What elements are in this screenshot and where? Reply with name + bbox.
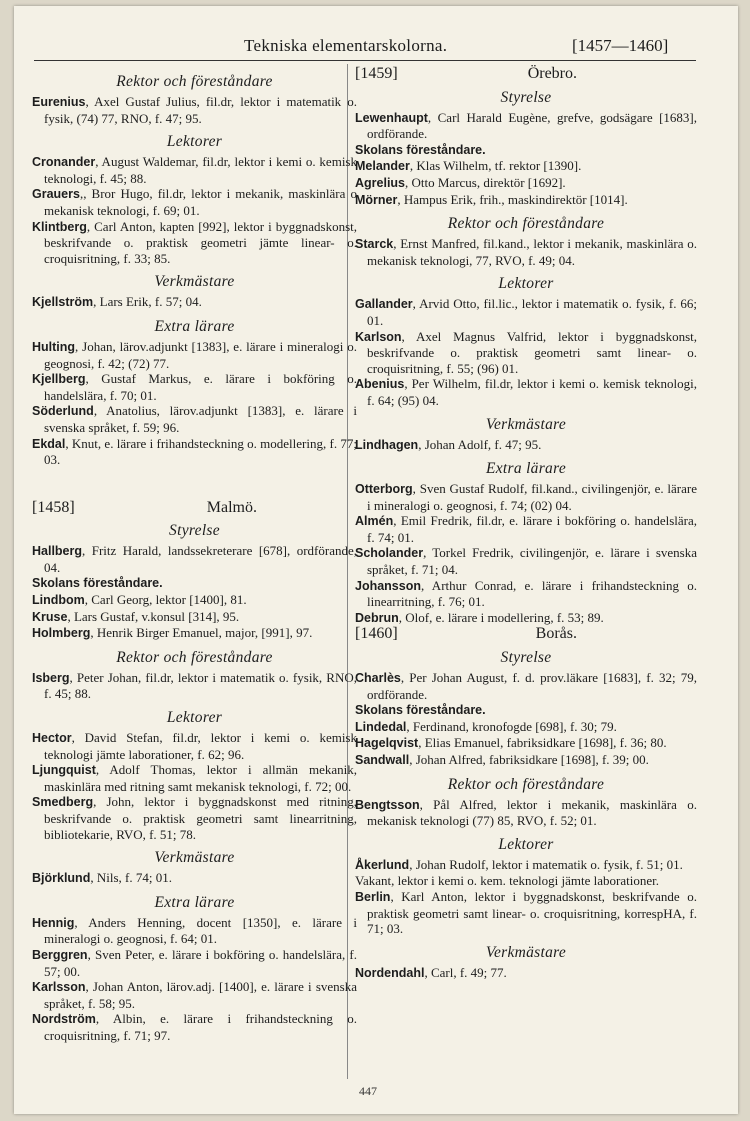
person-name: Johansson [355,578,421,593]
person-details: , Carl Anton, kapten [992], lektor i byggnadskonst, beskrifvande o. praktisk geometri jämte linear- o. croquisritning, f. 33; 85. [44,218,357,266]
person-details: , Per Johan August, f. d. prov.läkare [1683], f. 32; 79, ordförande. [367,670,697,702]
person-name: Eurenius [32,95,86,109]
person-details: , Johan Alfred, fabriksidkare [1698], f. 39; 00. [409,752,649,767]
section-heading: Lektorer [166,133,223,151]
person-name: Otterborg [355,482,413,497]
book-page [14,6,738,1114]
person-name: Almén [355,514,394,529]
section-heading: Extra lärare [485,460,567,478]
person-details: Vakant, lektor i kemi o. kem. teknologi jämte laborationer. [355,873,659,889]
staff-entry [32,947,357,979]
person-details: ,, Bror Hugo, fil.dr, lektor i mekanik, maskinlära o mekanisk teknologi, f. 69; 01. [44,186,357,218]
staff-entry [355,873,697,889]
staff-entry [355,578,697,610]
school-city: Malmö. [206,498,257,516]
school-heading [355,626,697,642]
section-heading: Styrelse [169,522,220,540]
staff-entry [355,376,697,408]
person-details: , John, lektor i byggnadskonst med ritning, beskrifvande o. praktisk geometri samt linearritning, bibliotekarie, RVO, f. 51; 78. [44,794,357,842]
staff-entry [32,219,357,267]
person-name: Hennig [32,915,75,930]
staff-entry [355,670,697,702]
person-name: Lindedal [355,719,407,734]
person-name: Cronander [32,155,96,170]
person-name: Kjellström [32,295,94,310]
person-details: , Albin, e. lärare i frihandsteckning o. croquisritning, f. 71; 97. [44,1011,357,1043]
person-name: Hulting [32,339,76,354]
person-details: , Lars Erik, f. 57; 04. [93,294,202,310]
section-heading: Rektor och föreståndare [447,775,605,793]
person-details: , Gustaf Markus, e. lärare i bokföring o. handelslära, f. 70; 01. [44,371,357,403]
person-name: Lewenhaupt [355,110,428,125]
staff-entry [32,625,357,642]
person-details: , Carl Harald Eugène, grefve, godsägare [1683], ordförande. [367,109,697,142]
person-name: Starck [355,237,394,252]
staff-entry [32,94,357,126]
staff-entry [32,1011,357,1043]
person-name: Björklund [32,871,91,886]
section-heading: Verkmästare [154,273,235,291]
section-heading: Styrelse [500,649,552,667]
person-details: , Karl Anton, lektor i byggnadskonst, beskrifvande o. praktisk geometri samt linear- o. croquisritning, korrespHA, f. 71; 03. [367,888,697,937]
staff-entry [355,110,697,142]
person-details: , Elias Emanuel, fabriksidkare [1698], f. 36; 80. [418,735,667,751]
person-name: Berggren [32,947,88,962]
staff-entry [32,670,357,702]
person-details: , Carl, f. 49; 77. [424,964,507,980]
person-details: , Sven Peter, e. lärare i bokföring o. handelslära, f. 57; 00. [44,946,357,979]
person-name: Nordendahl [355,965,425,980]
section-heading: Rektor och föreståndare [447,215,605,233]
person-details: , Peter Johan, fil.dr, lektor i matematik o. fysik, RNO, f. 45; 88. [44,669,357,702]
person-name: Agrelius [355,175,406,190]
person-name: Berlin [355,889,391,904]
person-name: Klintberg [32,219,87,234]
person-name: Gallander [355,297,413,312]
person-name: Karlsson [32,980,86,995]
person-details: , Per Wilhelm, fil.dr, lektor i kemi o. kemisk teknologi, f. 64; (95) 04. [367,376,697,408]
section-heading: Verkmästare [154,849,235,867]
staff-entry [32,592,357,609]
staff-entry [32,371,357,403]
person-name: Bengtsson [355,797,420,812]
person-name: Ekdal [32,436,66,451]
staff-entry [32,870,357,887]
section-heading: Lektorer [498,275,554,293]
person-details: , Fritz Harald, landssekreterare [678], ordförande, 04. [44,543,357,575]
staff-entry [32,186,357,218]
running-header [14,36,738,58]
person-name: Smedberg [32,795,94,810]
staff-entry [355,142,697,159]
school-heading [355,66,697,82]
person-details: , Johan Anton, lärov.adj. [1400], e. lärare i svenska språket, f. 58; 95. [44,979,357,1011]
person-name: Lindbom [32,593,85,608]
person-details: , Carl Georg, lektor [1400], 81. [84,592,247,608]
person-name: Skolans föreståndare. [355,142,486,157]
section-heading: Extra lärare [154,893,235,911]
staff-entry [32,294,357,311]
person-details: , Johan, lärov.adjunkt [1383], e. lärare i mineralogi o. geognosi, f. 42; (72) 77. [44,338,357,371]
staff-entry [355,889,697,937]
staff-entry [32,339,357,371]
person-details: , Nils, f. 74; 01. [90,870,172,886]
person-name: Abenius [355,377,405,392]
staff-entry [355,610,697,627]
staff-entry [32,436,357,468]
section-heading: Lektorer [166,709,223,727]
staff-entry [32,609,357,626]
staff-entry [32,403,357,435]
person-details: , Emil Fredrik, fil.dr, e. lärare i bokföring o. handelslära, f. 74; 01. [367,513,697,545]
person-name: Skolans föreståndare. [32,576,163,591]
section-heading: Extra lärare [154,317,235,335]
section-heading: Lektorer [498,835,554,853]
section-heading: Verkmästare [485,943,567,961]
person-name: Söderlund [32,404,94,419]
person-details: , Axel Gustaf Julius, fil.dr, lektor i matematik o. fysik, (74) 77, RNO, f. 47; 95. [44,94,357,126]
person-details: , Knut, e. lärare i frihandsteckning o. modellering, f. 77; 03. [44,435,357,468]
person-name: Hagelqvist [355,736,419,751]
section-range: [1457—1460] [572,36,669,55]
staff-entry [355,752,697,769]
person-name: Debrun [355,610,399,625]
person-name: Grauers [32,187,80,202]
school-number: [1459] [355,65,398,82]
person-name: Sandwall [355,753,410,767]
person-name: Kruse [32,609,68,624]
header-rule [34,60,696,61]
person-name: Lindhagen [355,437,419,452]
staff-entry [355,296,697,328]
staff-entry [355,545,697,577]
school-number: [1460] [355,625,398,643]
staff-entry [355,965,697,982]
person-name: Isberg [32,670,70,685]
left-column [32,66,357,1044]
staff-entry [355,236,697,268]
person-details: , Axel Magnus Valfrid, lektor i byggnadskonst, beskrifvande o. praktisk geometri samt linear- o. croquisritning, f. 55; (96) 01. [367,328,697,376]
person-details: , Arthur Conrad, e. lärare i frihandsteckning o. linearritning, f. 76; 01. [367,577,697,610]
staff-entry [32,979,357,1011]
school-city: Borås. [535,625,577,643]
section-heading: Verkmästare [485,415,567,433]
staff-entry [355,513,697,545]
person-name: Ljungquist [32,763,96,778]
running-title: Tekniska elementarskolorna. [244,36,448,55]
person-name: Hallberg [32,544,83,559]
person-name: Scholander [355,546,424,561]
person-name: Nordström [32,1012,96,1027]
right-column [355,66,697,981]
person-details: , Lars Gustaf, v.konsul [314], 95. [67,608,240,624]
section-heading: Styrelse [500,88,552,106]
staff-entry [32,730,357,762]
person-details: , Klas Wilhelm, tf. rektor [1390]. [409,158,582,174]
person-details: , Ernst Manfred, fil.kand., lektor i mekanik, maskinlära o. mekanisk teknologi, 77, RVO, f. 49; 04. [367,236,697,268]
person-details: , Adolf Thomas, lektor i allmän mekanik, maskinlära med ritning samt mekanisk teknologi, f. 72; 00. [44,762,357,794]
person-name: Melander [355,159,410,174]
person-details: , Arvid Otto, fil.lic., lektor i matematik o. fysik, f. 66; 01. [367,296,697,328]
section-heading: Rektor och föreståndare [116,648,273,666]
person-name: Mörner [355,192,398,207]
person-details: , Pål Alfred, lektor i mekanik, maskinlära o. mekanisk teknologi (77) 85, RVO, f. 52; 01. [367,796,697,829]
staff-entry [32,794,357,842]
school-number: [1458] [32,498,75,516]
staff-entry [355,797,697,829]
person-name: Karlson [355,329,402,344]
person-details: , August Waldemar, fil.dr, lektor i kemi o. kemisk teknologi, f. 45; 88. [44,154,357,186]
person-details: , Anders Henning, docent [1350], e. lärare i mineralogi o. geognosi, f. 64; 01. [44,914,357,947]
staff-entry [355,735,697,752]
staff-entry [355,481,697,513]
staff-entry [32,154,357,186]
person-details: , Anatolius, lärov.adjunkt [1383], e. lärare i svenska språket, f. 59; 96. [44,403,357,435]
person-details: , Hampus Erik, frih., maskindirektör [1014]. [397,191,628,207]
person-details: , Johan Adolf, f. 47; 95. [418,436,542,452]
person-name: Kjellberg [32,372,86,387]
person-name: Skolans föreståndare. [355,703,486,718]
staff-entry [32,575,357,592]
staff-entry [32,543,357,575]
person-details: , Sven Gustaf Rudolf, fil.kand., civilingenjör, e. lärare i mineralogi o. geognosi, f. 74; (02) 04. [367,481,697,513]
person-name: Åkerlund [355,857,410,872]
section-heading: Rektor och föreståndare [116,73,273,90]
staff-entry [355,329,697,377]
staff-entry [32,915,357,947]
person-name: Hector [32,731,72,746]
person-details: , Henrik Birger Emanuel, major, [991], 97. [90,625,313,641]
staff-entry [355,158,697,175]
person-details: , Torkel Fredrik, civilingenjör, e. lärare i svenska språket, f. 71; 04. [367,545,697,578]
staff-entry [355,437,697,454]
staff-entry [355,719,697,736]
staff-entry [355,857,697,874]
person-details: , Johan Rudolf, lektor i matematik o. fysik, f. 51; 01. [409,856,683,872]
school-city: Örebro. [527,65,577,82]
person-details: , Otto Marcus, direktör [1692]. [405,174,566,190]
person-details: , David Stefan, fil.dr, lektor i kemi o. kemisk teknologi jämte laborationer, f. 62; 96. [44,730,357,762]
staff-entry [32,762,357,794]
staff-entry [355,175,697,192]
page-number: 447 [359,1084,377,1098]
school-heading [32,500,357,516]
person-details: , Olof, e. lärare i modellering, f. 53; 89. [398,609,604,625]
staff-entry [355,192,697,209]
staff-entry [355,702,697,719]
person-name: Holmberg [32,626,91,641]
person-details: , Ferdinand, kronofogde [698], f. 30; 79. [406,718,617,734]
spacer [32,468,357,486]
person-name: Charlès [355,671,401,686]
